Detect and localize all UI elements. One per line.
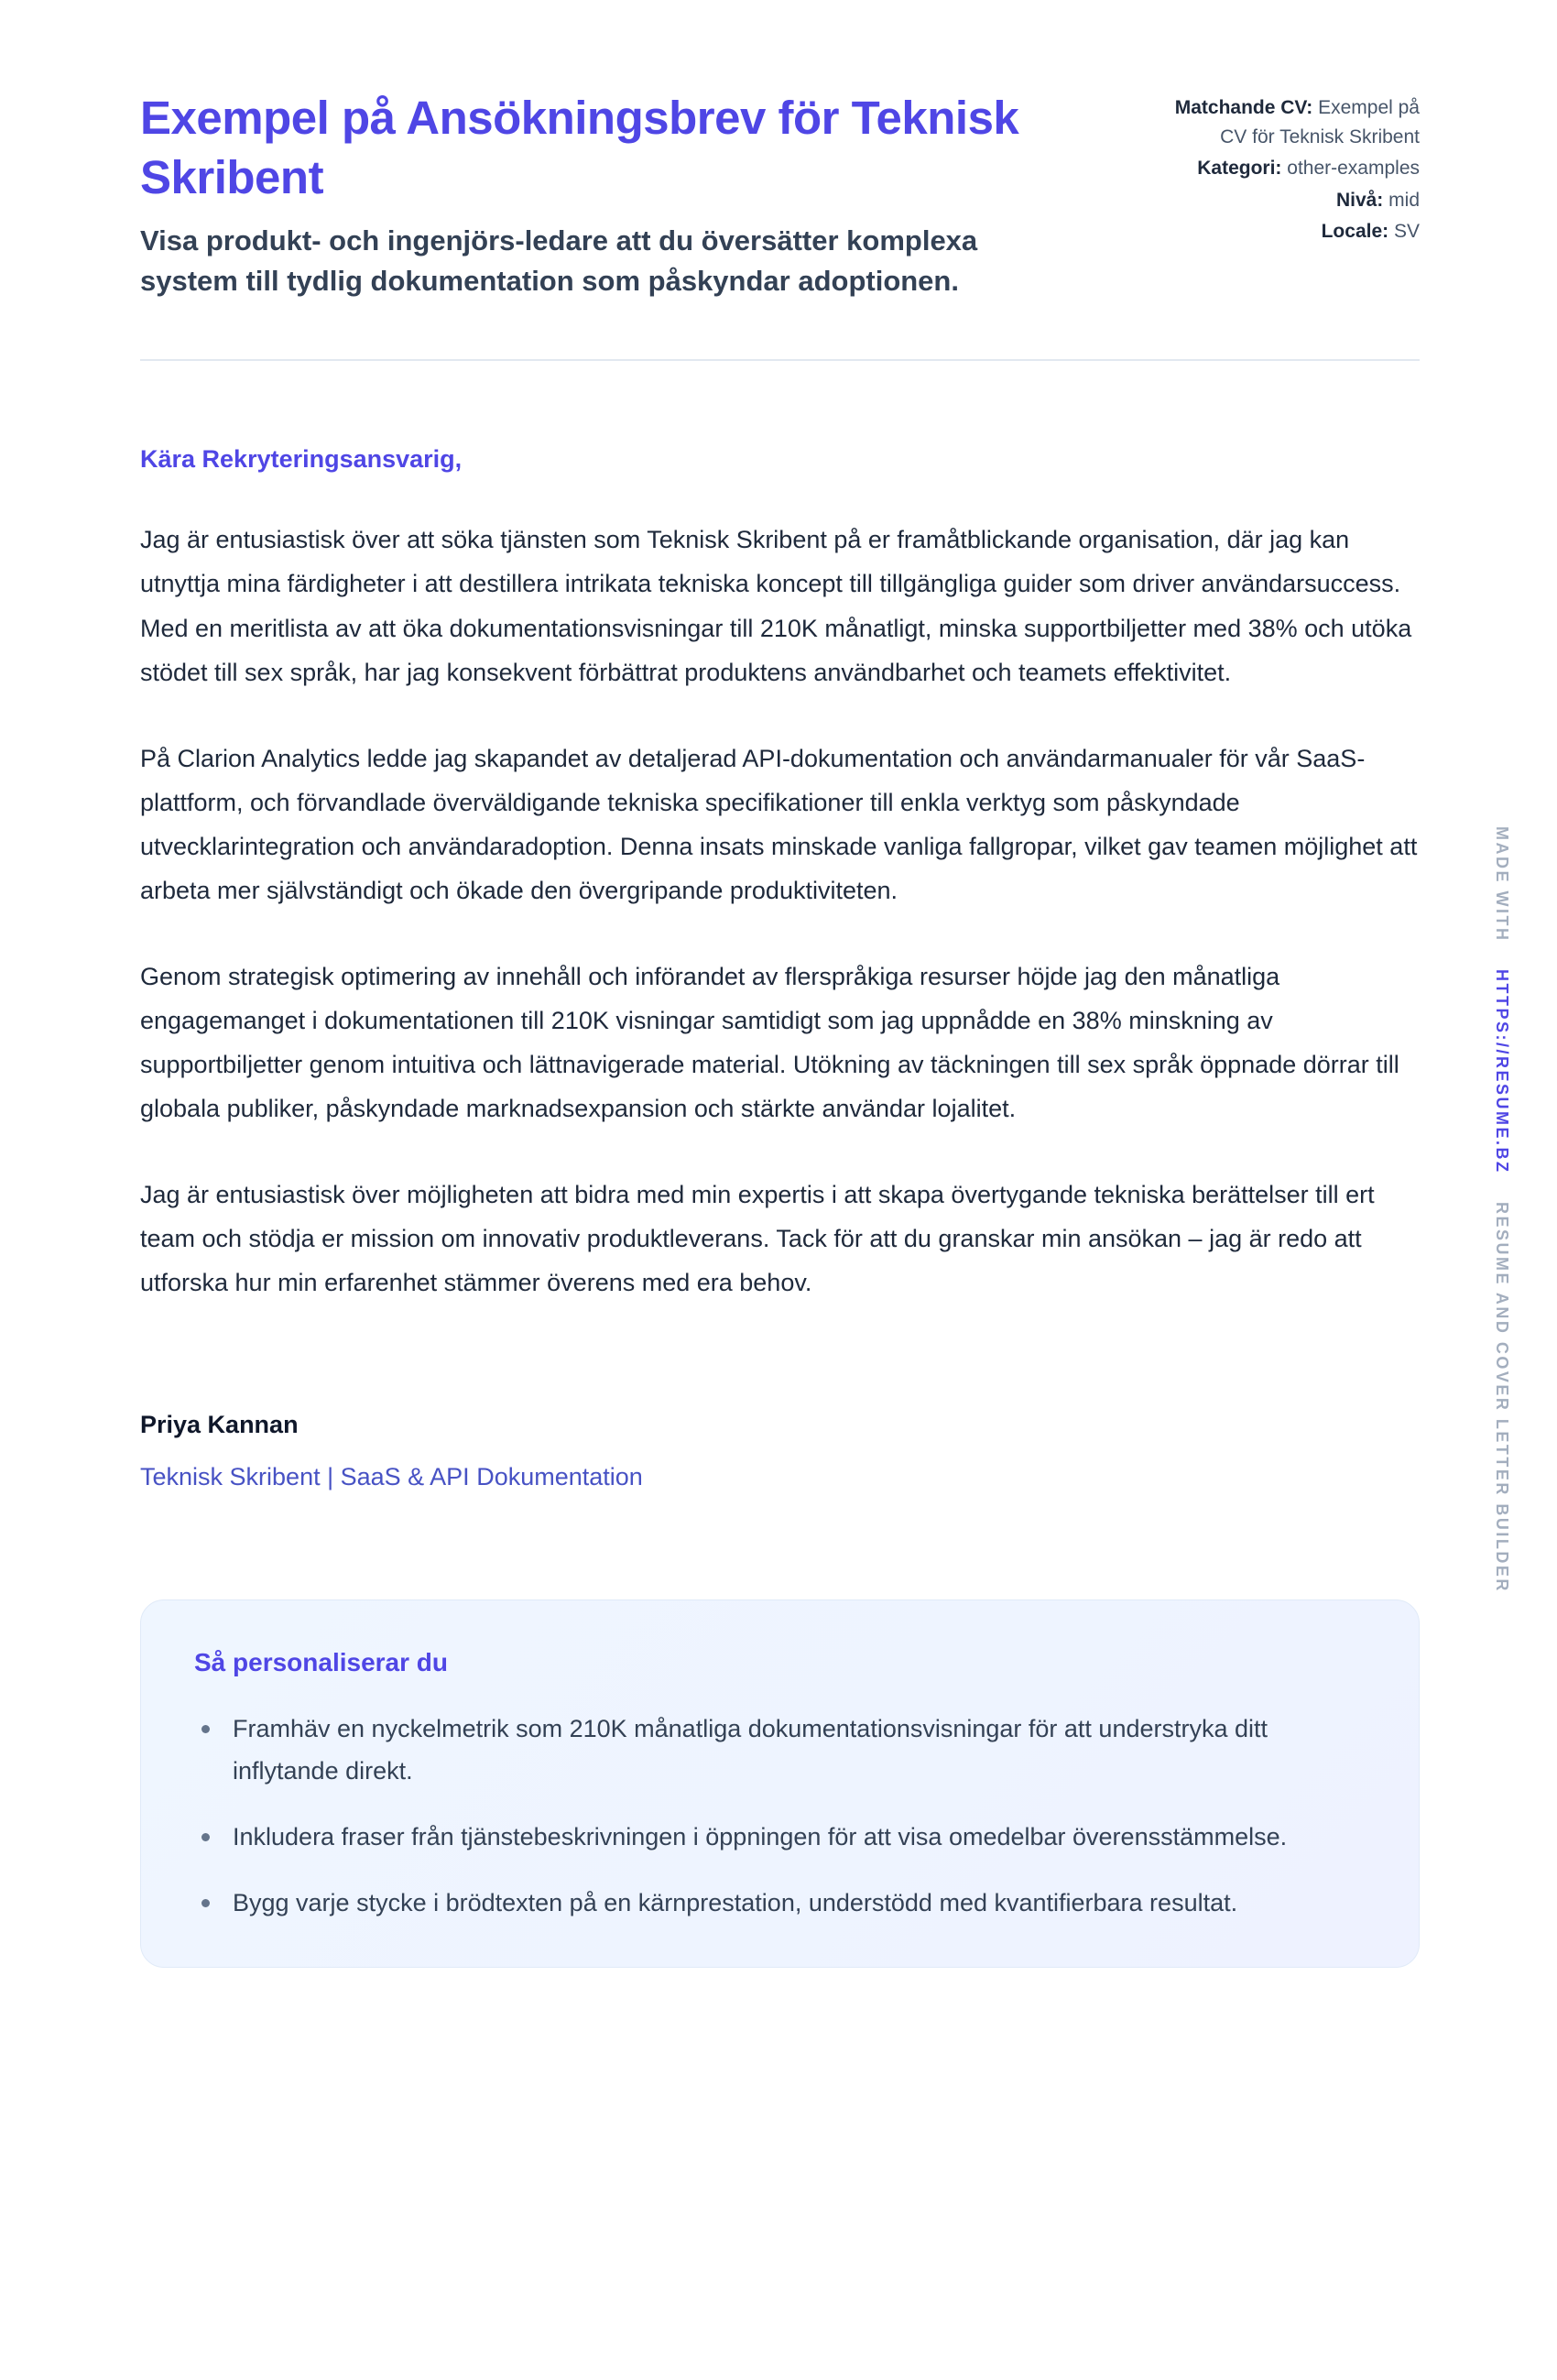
page-subtitle: Visa produkt- och ingenjörs-ledare att du översätter komplexa system till tydlig dokumentation som påskyndar adoptionen. bbox=[140, 224, 978, 298]
meta-value-matching-cv: Exempel på CV för Teknisk Skribent bbox=[1220, 97, 1420, 147]
resume-bz-link[interactable]: HTTPS://RESUME.BZ bbox=[1493, 969, 1511, 1174]
meta-category bbox=[1145, 154, 1420, 183]
meta-value-category: other-examples bbox=[1287, 158, 1420, 179]
made-with-watermark bbox=[1492, 826, 1511, 1593]
letter-paragraph-2: På Clarion Analytics ledde jag skapandet av detaljerad API-dokumentation och användarmanualer för vår SaaS-plattform, och förvandlade överväldigande tekniska specifikationer till enkla verktyg som påskyndade utvecklarintegration och användaradoption. Denna insats minskade vanliga fallgropar, vilket gav teamen möjlighet att arbeta mer självständigt och ökade den övergripande produktiviteten. bbox=[140, 744, 1418, 904]
tip-item-text: Framhäv en nyckelmetrik som 210K månatliga dokumentationsvisningar för att understryka ditt inflytande direkt. bbox=[233, 1715, 1268, 1785]
tips-list bbox=[194, 1709, 1366, 1925]
meta-label-locale: Locale: bbox=[1321, 221, 1389, 242]
page-title: Exempel på Ansökningsbrev för Teknisk Skribent bbox=[140, 92, 1019, 204]
letter-body bbox=[140, 445, 1420, 1491]
watermark-prefix: MADE WITH bbox=[1493, 826, 1511, 943]
page-meta bbox=[1145, 88, 1420, 249]
tips-card-title: Så personaliserar du bbox=[194, 1648, 449, 1677]
bullet-icon bbox=[201, 1833, 210, 1841]
page-header bbox=[140, 88, 1420, 302]
bullet-icon bbox=[201, 1899, 210, 1907]
meta-level bbox=[1145, 186, 1420, 215]
meta-value-level: mid bbox=[1388, 189, 1420, 211]
letter-paragraph-3: Genom strategisk optimering av innehåll och införandet av flerspråkiga resurser höjde jag den månatliga engagemanget i dokumentationen till 210K visningar samtidigt som jag uppnådde en 38% minskning av supportbiljetter genom intuitiva och lättnavigerade material. Utökning av täckningen till sex språk öppnade dörrar till globala publiker, påskyndade marknadsexpansion och stärkte användar lojalitet. bbox=[140, 962, 1399, 1122]
meta-value-locale: SV bbox=[1393, 221, 1420, 242]
header-title-block bbox=[140, 88, 1093, 302]
meta-label-matching-cv: Matchande CV: bbox=[1174, 97, 1313, 118]
meta-label-level: Nivå: bbox=[1335, 189, 1384, 211]
tip-item-3 bbox=[194, 1883, 1330, 1925]
meta-label-category: Kategori: bbox=[1197, 158, 1282, 179]
letter-paragraph-4: Jag är entusiastisk över möjligheten att bidra med min expertis i att skapa övertygande tekniska berättelser till ert team och stödja er mission om innovativ produktleverans. Tack för att du granskar min ansökan – jag är redo att utforska hur min erfarenhet stämmer överens med era behov. bbox=[140, 1180, 1375, 1297]
signature-name: Priya Kannan bbox=[140, 1411, 299, 1439]
tip-item-2 bbox=[194, 1817, 1330, 1859]
letter-greeting: Kära Rekryteringsansvarig, bbox=[140, 445, 463, 474]
bullet-icon bbox=[201, 1725, 210, 1733]
signature-title: Teknisk Skribent | SaaS & API Dokumentation bbox=[140, 1463, 643, 1491]
tip-item-text: Inkludera fraser från tjänstebeskrivningen i öppningen för att visa omedelbar överensstämmelse. bbox=[233, 1822, 1288, 1851]
letter-signature bbox=[140, 1411, 1420, 1491]
letter-paragraph-1: Jag är entusiastisk över att söka tjänsten som Teknisk Skribent på er framåtblickande organisation, där jag kan utnyttja mina färdigheter i att destillera intrikata tekniska koncept till tillgängliga guider som driver användarsuccess. Med en meritlista av att öka dokumentationsvisningar till 210K månatligt, minska supportbiljetter med 38% och utöka stödet till sex språk, har jag konsekvent förbättrat produktens användbarhet och teamets effektivitet. bbox=[140, 526, 1412, 686]
watermark-suffix: RESUME AND COVER LETTER BUILDER bbox=[1493, 1202, 1511, 1593]
tip-item-1 bbox=[194, 1709, 1330, 1793]
personalization-tips-card bbox=[140, 1599, 1420, 1968]
tip-item-text: Bygg varje stycke i brödtexten på en kärnprestation, understödd med kvantifierbara resultat. bbox=[233, 1888, 1238, 1916]
meta-matching-cv bbox=[1145, 93, 1420, 151]
meta-locale bbox=[1145, 217, 1420, 246]
header-divider bbox=[140, 359, 1420, 361]
